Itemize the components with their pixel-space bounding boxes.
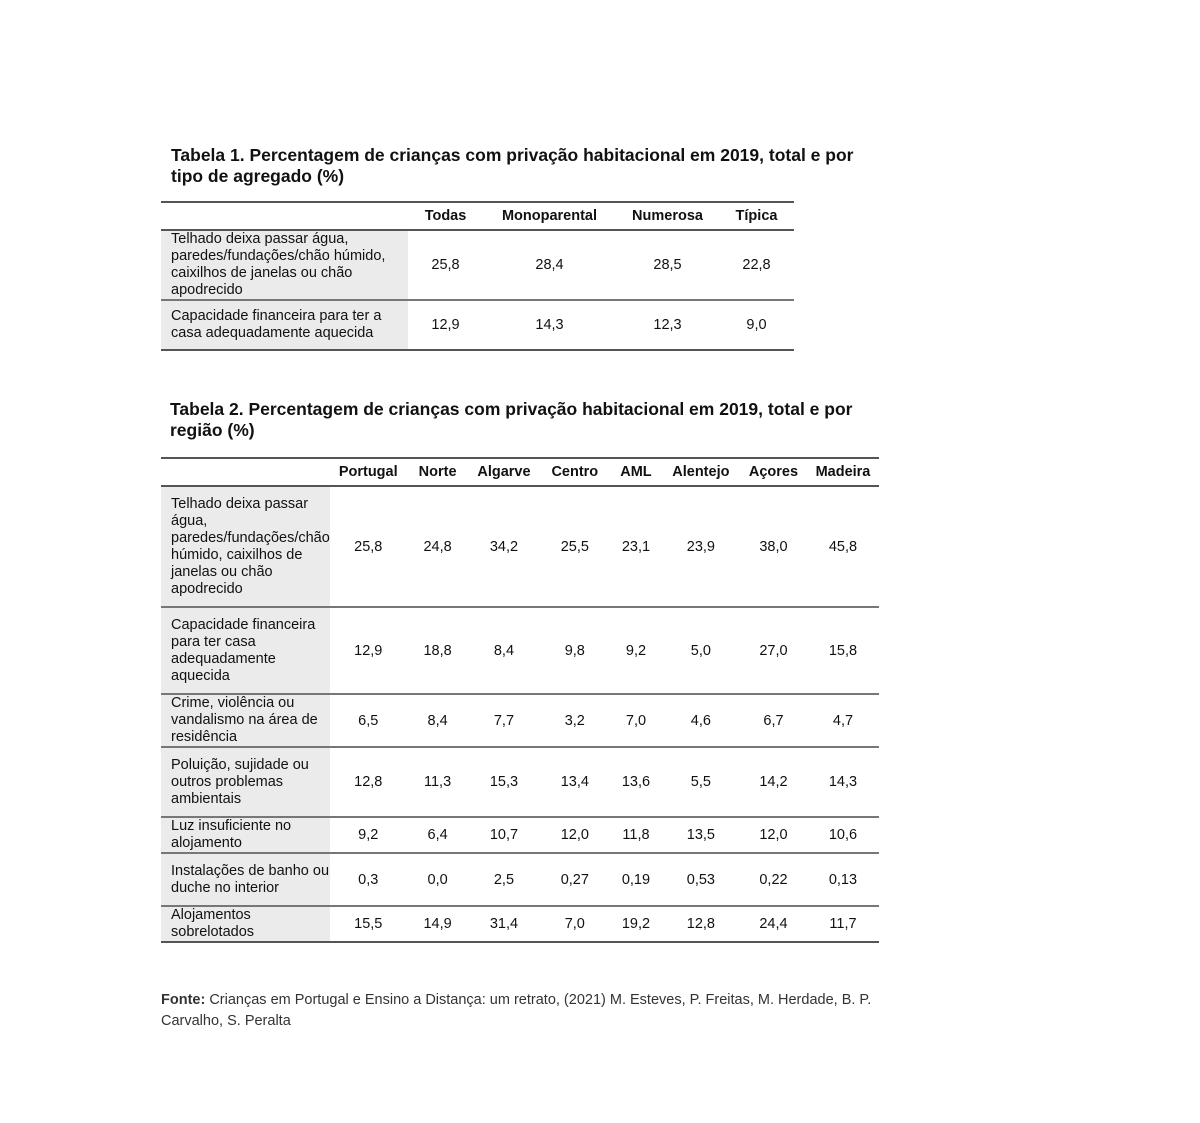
table2-header-madeira: Madeira: [815, 464, 871, 480]
source-note: [161, 990, 881, 1032]
table2-header-alentejo: Alentejo: [672, 464, 730, 480]
source-text: Crianças em Portugal e Ensino a Distança: um retrato, (2021) M. Esteves, P. Freitas, M. Herdade, B. P. Carvalho, S. Peralta: [161, 992, 872, 1029]
table2-header-algarve: Algarve: [477, 464, 531, 480]
table-cell: 11,3: [424, 774, 452, 790]
table-cell: 12,9: [354, 642, 383, 659]
table-cell: 15,5: [354, 916, 383, 932]
table2: [161, 457, 879, 943]
row-label: Capacidade financeira para ter a casa adequadamente aquecida: [161, 300, 408, 350]
table-cell: 0,22: [759, 871, 788, 888]
table-cell: 10,7: [489, 827, 519, 843]
table-cell: 0,13: [828, 871, 858, 888]
table-cell: 12,3: [653, 317, 682, 333]
table-cell: 23,9: [686, 538, 715, 555]
table1-header-row: [161, 202, 794, 230]
table-cell: 13,6: [621, 774, 651, 790]
row-label: Alojamentos sobrelotados: [161, 906, 330, 942]
table-cell: 14,2: [759, 774, 788, 790]
table-cell: 13,4: [560, 774, 589, 790]
table-cell: 25,8: [354, 538, 383, 555]
table-cell: 24,8: [423, 538, 452, 555]
table2-header-empty: [161, 458, 330, 486]
table-cell: 45,8: [828, 538, 858, 555]
table-cell: 14,3: [535, 317, 564, 333]
table2-header-acores: Açores: [748, 464, 799, 480]
table-cell: 6,4: [427, 827, 448, 843]
table1-header-monoparental: Monoparental: [501, 208, 598, 224]
source-label: Fonte:: [161, 992, 206, 1008]
table-row: [161, 747, 879, 817]
table-cell: 19,2: [621, 916, 651, 932]
table2-header-norte: Norte: [418, 464, 457, 480]
table-row: [161, 694, 879, 747]
table-cell: 25,8: [431, 257, 460, 273]
table-cell: 14,3: [828, 774, 858, 790]
table2-header-row: [161, 458, 879, 486]
table-cell: 6,5: [358, 712, 379, 729]
table-cell: 24,4: [759, 916, 788, 932]
table-row: [161, 817, 879, 853]
table-cell: 7,0: [564, 916, 585, 932]
table-cell: 11,8: [622, 827, 650, 843]
table-cell: 7,7: [493, 712, 515, 729]
table-row: [161, 230, 794, 300]
table-cell: 9,8: [564, 642, 585, 659]
row-label: Capacidade financeira para ter casa adequadamente aquecida: [161, 607, 330, 694]
table-cell: 11,7: [829, 916, 857, 932]
table2-header-portugal: Portugal: [338, 464, 398, 480]
table-cell: 12,9: [431, 317, 460, 333]
table-cell: 9,2: [625, 642, 647, 659]
table1-title: Tabela 1. Percentagem de crianças com privação habitacional em 2019, total e por tipo de agregado (%): [171, 145, 854, 186]
row-label: Instalações de banho ou duche no interior: [161, 853, 330, 906]
table-cell: 28,4: [535, 257, 564, 273]
table-cell: 23,1: [621, 538, 651, 555]
row-label: Luz insuficiente no alojamento: [161, 817, 330, 853]
table-cell: 22,8: [742, 257, 771, 273]
row-label: Poluição, sujidade ou outros problemas ambientais: [161, 747, 330, 817]
row-label: Telhado deixa passar água, paredes/fundações/chão húmido, caixilhos de janelas ou chão apodrecido: [161, 486, 330, 607]
row-label: Telhado deixa passar água, paredes/fundações/chão húmido, caixilhos de janelas ou chão apodrecido: [161, 230, 408, 300]
table-cell: 4,6: [690, 712, 711, 729]
table2-header-aml: AML: [620, 464, 652, 480]
table-cell: 25,5: [560, 538, 589, 555]
table-cell: 0,3: [358, 871, 379, 888]
table1-header-numerosa: Numerosa: [632, 208, 703, 224]
table-cell: 31,4: [489, 916, 519, 932]
table1-header-todas: Todas: [424, 208, 467, 224]
table-cell: 6,7: [763, 712, 784, 729]
table-cell: 5,0: [690, 642, 711, 659]
table-cell: 2,5: [493, 871, 515, 888]
table-cell: 12,8: [354, 774, 383, 790]
table1-header-tipica: Típica: [735, 208, 778, 224]
table-cell: 14,9: [423, 916, 452, 932]
table-cell: 0,0: [427, 871, 448, 888]
table-cell: 0,27: [560, 871, 589, 888]
table-row: [161, 853, 879, 906]
table-row: [161, 607, 879, 694]
table1-header-empty: [161, 202, 408, 230]
table-cell: 15,8: [828, 642, 858, 659]
table-cell: 27,0: [759, 642, 788, 659]
table-cell: 12,8: [686, 916, 715, 932]
table-cell: 8,4: [493, 642, 515, 659]
table-cell: 7,0: [625, 712, 647, 729]
table-cell: 18,8: [423, 642, 452, 659]
table-row: [161, 486, 879, 607]
table2-title: Tabela 2. Percentagem de crianças com privação habitacional em 2019, total e por região (%): [170, 399, 853, 440]
table-cell: 15,3: [489, 774, 519, 790]
table-cell: 5,5: [690, 774, 711, 790]
table2-header-centro: Centro: [551, 464, 599, 480]
table-cell: 38,0: [759, 538, 788, 555]
table-cell: 10,6: [828, 827, 858, 843]
table1: [161, 201, 794, 351]
table-cell: 12,0: [759, 827, 788, 843]
table-cell: 13,5: [686, 827, 715, 843]
table-cell: 8,4: [427, 712, 448, 729]
table-cell: 9,0: [746, 317, 767, 333]
table-cell: 4,7: [832, 712, 854, 729]
table-cell: 9,2: [358, 827, 379, 843]
table-row: [161, 300, 794, 350]
table-cell: 0,53: [686, 871, 715, 888]
table-row: [161, 906, 879, 942]
table-cell: 0,19: [621, 871, 651, 888]
table-cell: 3,2: [564, 712, 585, 729]
table-cell: 12,0: [560, 827, 589, 843]
table-cell: 28,5: [653, 257, 682, 273]
table-cell: 34,2: [489, 538, 519, 555]
row-label: Crime, violência ou vandalismo na área de residência: [161, 694, 330, 747]
